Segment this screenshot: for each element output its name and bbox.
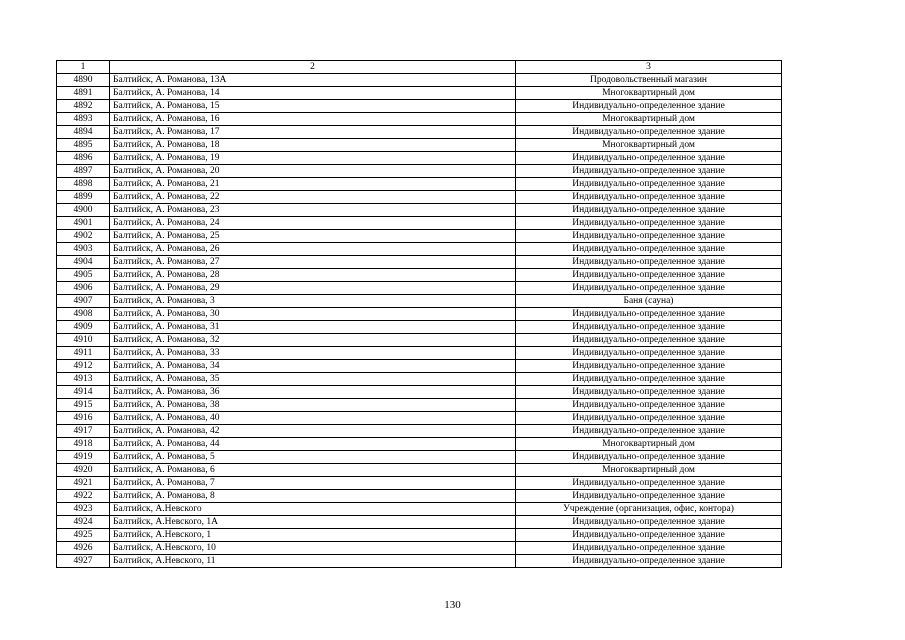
table-row (57, 152, 782, 165)
table-row (57, 516, 782, 529)
row-object-type: Многоквартирный дом (516, 139, 782, 152)
row-number: 4901 (57, 217, 110, 230)
row-address: Балтийск, А.Невского (110, 503, 516, 516)
row-address: Балтийск, А. Романова, 22 (110, 191, 516, 204)
row-address: Балтийск, А.Невского, 11 (110, 555, 516, 568)
column-header-1: 1 (57, 61, 110, 74)
row-number: 4907 (57, 295, 110, 308)
row-address: Балтийск, А. Романова, 35 (110, 373, 516, 386)
row-object-type: Индивидуально-определенное здание (516, 373, 782, 386)
row-object-type: Индивидуально-определенное здание (516, 347, 782, 360)
row-number: 4909 (57, 321, 110, 334)
row-number: 4905 (57, 269, 110, 282)
row-number: 4900 (57, 204, 110, 217)
table-row (57, 542, 782, 555)
table-row (57, 399, 782, 412)
row-number: 4891 (57, 87, 110, 100)
row-address: Балтийск, А. Романова, 42 (110, 425, 516, 438)
row-number: 4895 (57, 139, 110, 152)
table-row (57, 256, 782, 269)
row-address: Балтийск, А.Невского, 10 (110, 542, 516, 555)
row-object-type: Индивидуально-определенное здание (516, 191, 782, 204)
table-row (57, 87, 782, 100)
row-address: Балтийск, А. Романова, 27 (110, 256, 516, 269)
row-object-type: Индивидуально-определенное здание (516, 217, 782, 230)
row-object-type: Индивидуально-определенное здание (516, 308, 782, 321)
row-number: 4926 (57, 542, 110, 555)
table-row (57, 360, 782, 373)
row-number: 4920 (57, 464, 110, 477)
row-number: 4904 (57, 256, 110, 269)
row-object-type: Индивидуально-определенное здание (516, 334, 782, 347)
row-number: 4899 (57, 191, 110, 204)
row-object-type: Индивидуально-определенное здание (516, 178, 782, 191)
row-address: Балтийск, А. Романова, 29 (110, 282, 516, 295)
table-row (57, 490, 782, 503)
table-body (57, 74, 782, 568)
row-object-type: Продовольственный магазин (516, 74, 782, 87)
row-address: Балтийск, А. Романова, 34 (110, 360, 516, 373)
row-number: 4898 (57, 178, 110, 191)
table-row (57, 282, 782, 295)
table-row (57, 529, 782, 542)
row-address: Балтийск, А. Романова, 15 (110, 100, 516, 113)
row-object-type: Многоквартирный дом (516, 464, 782, 477)
row-address: Балтийск, А. Романова, 31 (110, 321, 516, 334)
row-address: Балтийск, А. Романова, 23 (110, 204, 516, 217)
row-address: Балтийск, А. Романова, 30 (110, 308, 516, 321)
table-row (57, 126, 782, 139)
column-header-2: 2 (110, 61, 516, 74)
row-object-type: Индивидуально-определенное здание (516, 555, 782, 568)
table-row (57, 334, 782, 347)
row-object-type: Индивидуально-определенное здание (516, 360, 782, 373)
row-address: Балтийск, А. Романова, 25 (110, 230, 516, 243)
row-address: Балтийск, А. Романова, 36 (110, 386, 516, 399)
row-object-type: Индивидуально-определенное здание (516, 165, 782, 178)
table-row (57, 191, 782, 204)
row-object-type: Индивидуально-определенное здание (516, 477, 782, 490)
row-object-type: Индивидуально-определенное здание (516, 230, 782, 243)
row-number: 4894 (57, 126, 110, 139)
table-row (57, 503, 782, 516)
row-address: Балтийск, А. Романова, 17 (110, 126, 516, 139)
row-number: 4897 (57, 165, 110, 178)
row-address: Балтийск, А. Романова, 21 (110, 178, 516, 191)
row-object-type: Индивидуально-определенное здание (516, 256, 782, 269)
table-row (57, 204, 782, 217)
row-address: Балтийск, А. Романова, 13А (110, 74, 516, 87)
table-row (57, 451, 782, 464)
row-address: Балтийск, А. Романова, 38 (110, 399, 516, 412)
row-object-type: Индивидуально-определенное здание (516, 529, 782, 542)
row-address: Балтийск, А. Романова, 8 (110, 490, 516, 503)
row-object-type: Баня (сауна) (516, 295, 782, 308)
row-object-type: Индивидуально-определенное здание (516, 425, 782, 438)
row-number: 4917 (57, 425, 110, 438)
table-row (57, 100, 782, 113)
row-object-type: Учреждение (организация, офис, контора) (516, 503, 782, 516)
table-row (57, 373, 782, 386)
table-row (57, 178, 782, 191)
table-row (57, 412, 782, 425)
row-number: 4896 (57, 152, 110, 165)
table-row (57, 165, 782, 178)
row-object-type: Индивидуально-определенное здание (516, 321, 782, 334)
row-address: Балтийск, А. Романова, 20 (110, 165, 516, 178)
table-row (57, 347, 782, 360)
row-object-type: Индивидуально-определенное здание (516, 490, 782, 503)
address-registry-table (56, 60, 782, 568)
row-number: 4906 (57, 282, 110, 295)
table-row (57, 386, 782, 399)
row-object-type: Индивидуально-определенное здание (516, 412, 782, 425)
row-address: Балтийск, А. Романова, 40 (110, 412, 516, 425)
page-number: 130 (444, 599, 461, 611)
row-object-type: Индивидуально-определенное здание (516, 451, 782, 464)
row-object-type: Индивидуально-определенное здание (516, 152, 782, 165)
table-row (57, 217, 782, 230)
row-object-type: Индивидуально-определенное здание (516, 399, 782, 412)
row-object-type: Индивидуально-определенное здание (516, 100, 782, 113)
table-row (57, 555, 782, 568)
row-object-type: Индивидуально-определенное здание (516, 386, 782, 399)
row-number: 4915 (57, 399, 110, 412)
row-object-type: Индивидуально-определенное здание (516, 243, 782, 256)
row-number: 4911 (57, 347, 110, 360)
column-header-3: 3 (516, 61, 782, 74)
row-address: Балтийск, А. Романова, 16 (110, 113, 516, 126)
row-number: 4923 (57, 503, 110, 516)
row-number: 4912 (57, 360, 110, 373)
row-number: 4921 (57, 477, 110, 490)
row-address: Балтийск, А. Романова, 7 (110, 477, 516, 490)
row-address: Балтийск, А. Романова, 28 (110, 269, 516, 282)
table-header-row (57, 61, 782, 74)
table-row (57, 230, 782, 243)
table-row (57, 139, 782, 152)
row-address: Балтийск, А. Романова, 14 (110, 87, 516, 100)
table-row (57, 113, 782, 126)
table-row (57, 464, 782, 477)
table-row (57, 425, 782, 438)
row-object-type: Индивидуально-определенное здание (516, 204, 782, 217)
table-row (57, 321, 782, 334)
row-number: 4908 (57, 308, 110, 321)
row-number: 4914 (57, 386, 110, 399)
table-row (57, 308, 782, 321)
row-address: Балтийск, А. Романова, 3 (110, 295, 516, 308)
row-object-type: Многоквартирный дом (516, 113, 782, 126)
row-address: Балтийск, А. Романова, 33 (110, 347, 516, 360)
row-object-type: Индивидуально-определенное здание (516, 269, 782, 282)
row-object-type: Индивидуально-определенное здание (516, 126, 782, 139)
table-row (57, 477, 782, 490)
table-row (57, 74, 782, 87)
row-number: 4903 (57, 243, 110, 256)
row-number: 4924 (57, 516, 110, 529)
row-number: 4902 (57, 230, 110, 243)
row-address: Балтийск, А. Романова, 5 (110, 451, 516, 464)
row-number: 4922 (57, 490, 110, 503)
row-number: 4892 (57, 100, 110, 113)
table-row (57, 243, 782, 256)
row-object-type: Многоквартирный дом (516, 438, 782, 451)
row-address: Балтийск, А.Невского, 1 (110, 529, 516, 542)
row-number: 4927 (57, 555, 110, 568)
row-object-type: Индивидуально-определенное здание (516, 516, 782, 529)
row-number: 4918 (57, 438, 110, 451)
table-row (57, 269, 782, 282)
row-address: Балтийск, А. Романова, 19 (110, 152, 516, 165)
row-address: Балтийск, А.Невского, 1А (110, 516, 516, 529)
row-address: Балтийск, А. Романова, 18 (110, 139, 516, 152)
row-address: Балтийск, А. Романова, 44 (110, 438, 516, 451)
row-address: Балтийск, А. Романова, 26 (110, 243, 516, 256)
row-address: Балтийск, А. Романова, 32 (110, 334, 516, 347)
row-object-type: Индивидуально-определенное здание (516, 542, 782, 555)
row-number: 4913 (57, 373, 110, 386)
row-number: 4925 (57, 529, 110, 542)
row-number: 4916 (57, 412, 110, 425)
row-address: Балтийск, А. Романова, 24 (110, 217, 516, 230)
row-object-type: Многоквартирный дом (516, 87, 782, 100)
table-row (57, 438, 782, 451)
table-row (57, 295, 782, 308)
row-number: 4893 (57, 113, 110, 126)
row-number: 4910 (57, 334, 110, 347)
row-object-type: Индивидуально-определенное здание (516, 282, 782, 295)
row-address: Балтийск, А. Романова, 6 (110, 464, 516, 477)
row-number: 4890 (57, 74, 110, 87)
row-number: 4919 (57, 451, 110, 464)
